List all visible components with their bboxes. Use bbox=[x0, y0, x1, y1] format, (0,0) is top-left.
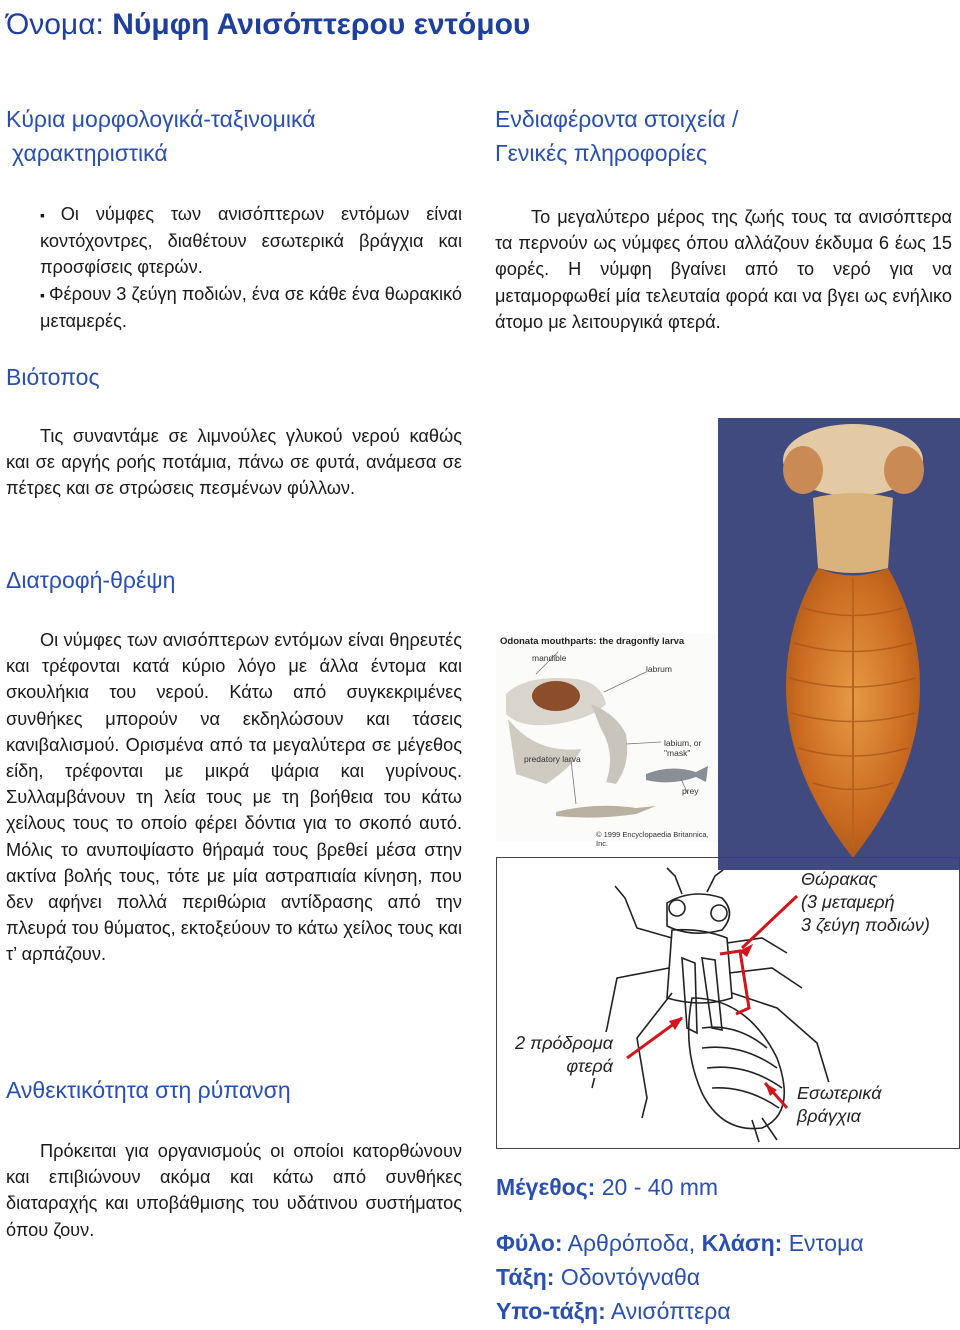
general-heading-line1: Ενδιαφέροντα στοιχεία / bbox=[495, 106, 739, 132]
larva-photo bbox=[718, 418, 960, 870]
page-title bbox=[6, 8, 530, 42]
size-line bbox=[496, 1170, 956, 1204]
size-value: 20 - 40 mm bbox=[601, 1174, 719, 1200]
morphology-text bbox=[40, 201, 462, 334]
diet-heading: Διατροφή-θρέψη bbox=[6, 567, 176, 593]
suborder-label: Υπο-τάξη: bbox=[496, 1298, 606, 1324]
label-mandible: mandible bbox=[532, 653, 567, 663]
morphology-bullet-2: ▪ Φέρουν 3 ζεύγη ποδιών, ένα σε κάθε ένα θωρακικό μεταμερές. bbox=[40, 281, 462, 334]
morphology-heading-line1: Κύρια μορφολογικά-ταξινομικά bbox=[6, 106, 316, 132]
class-value: Εντομα bbox=[788, 1230, 864, 1256]
title-label: Όνομα: bbox=[6, 8, 104, 41]
taxonomy-line-2 bbox=[496, 1260, 956, 1294]
suborder-value: Ανισόπτερα bbox=[610, 1298, 731, 1324]
label-labrum: labrum bbox=[646, 664, 672, 674]
morphology-bullet-1: ▪ Οι νύμφες των ανισόπτερων εντόμων είναι κοντόχοντρες, διαθέτουν εσωτερικά βράγχια και προσφίσεις φτερών. bbox=[40, 201, 462, 281]
label-labium: labium, or "mask" bbox=[664, 738, 702, 758]
larva-photo-drawing bbox=[718, 418, 960, 870]
morphology-heading-line2: χαρακτηριστικά bbox=[12, 140, 168, 166]
size-label: Μέγεθος: bbox=[496, 1174, 596, 1200]
label-wing-pads: 2 πρόδρομα φτερά bbox=[503, 1032, 613, 1078]
label-predatory-larva: predatory larva bbox=[524, 754, 581, 764]
order-label: Τάξη: bbox=[496, 1264, 555, 1290]
general-heading bbox=[495, 102, 935, 170]
anatomy-diagram bbox=[496, 857, 960, 1149]
mouthparts-figure bbox=[496, 634, 718, 848]
habitat-text: Τις συναντάμε σε λιμνούλες γλυκού νερού καθώς και σε αργής ροής ποτάμια, πάνω σε φυτά, ανάμεσα σε πέτρες και σε στρώσεις πεσμένων φύλλων. bbox=[6, 426, 462, 499]
habitat-heading: Βιότοπος bbox=[6, 364, 100, 390]
mouthparts-title: Odonata mouthparts: the dragonfly larva bbox=[500, 636, 685, 647]
phylum-label: Φύλο: bbox=[496, 1230, 563, 1256]
label-prey: prey bbox=[682, 786, 699, 796]
label-thorax: Θώρακας (3 μεταμερή 3 ζεύγη ποδιών) bbox=[801, 869, 930, 935]
morphology-heading bbox=[6, 102, 426, 170]
mouthparts-copyright: © 1999 Encyclopaedia Britannica, Inc. bbox=[596, 830, 709, 848]
taxonomy-line-3 bbox=[496, 1294, 956, 1328]
title-name: Νύμφη Ανισόπτερου εντόμου bbox=[112, 8, 531, 41]
order-value: Οδοντόγναθα bbox=[560, 1264, 701, 1290]
pollution-heading: Ανθεκτικότητα στη ρύπανση bbox=[6, 1077, 291, 1103]
general-text: Το μεγαλύτερο μέρος της ζωής τους τα ανισόπτερα τα περνούν ως νύμφες όπου αλλάζουν έκδυμα 6 έως 15 φορές. Η νύμφη βγαίνει από το νερό για να μεταμορφωθεί μία τελευταία φορά και να βγει ως ενήλικο άτομο με λειτουργικά φτερά. bbox=[495, 207, 952, 332]
pollution-text: Πρόκειται για οργανισμούς οι οποίοι κατορθώνουν και επιβιώνουν ακόμα και κάτω από συνθήκες διαταραχής και υποβάθμισης του υδάτινου συστήματος όπου ζουν. bbox=[6, 1141, 462, 1240]
phylum-value: Αρθρόποδα, bbox=[567, 1230, 696, 1256]
label-gills: Εσωτερικά βράγχια bbox=[797, 1082, 917, 1128]
taxonomy-line-1 bbox=[496, 1226, 956, 1260]
general-heading-line2: Γενικές πληροφορίες bbox=[495, 140, 708, 166]
diet-text: Οι νύμφες των ανισόπτερων εντόμων είναι θηρευτές και τρέφονται κατά κύριο λόγο με άλλα έντομα και σκουλήκια του νερού. Κάτω από συγκεκριμένες συνθήκες μπορούν να εκδηλώσουν και τάσεις κανιβαλισμού. Ορισμένα από τα μεγαλύτερα σε μέγεθος είδη, τρέφονται με μικρά ψάρια και γυρίνους. Συλλαμβάνουν τη λεία τους με τη βοήθεια του κάτω χείλους τους το οποίο φέρει δόντια για το σκοπό αυτό. Μόλις το ανυποψίαστο θήραμά τους βρεθεί μέσα στην ακτίνα βολής τους, τότε με μία αστραπιαία κίνηση, που δεν αφήνει πολλά περιθώρια αντίδρασης από την πλευρά του θύματος, εκτοξεύουν το κάτω χείλος τους και τ’ αρπάζουν. bbox=[6, 630, 462, 965]
class-label: Κλάση: bbox=[701, 1230, 783, 1256]
